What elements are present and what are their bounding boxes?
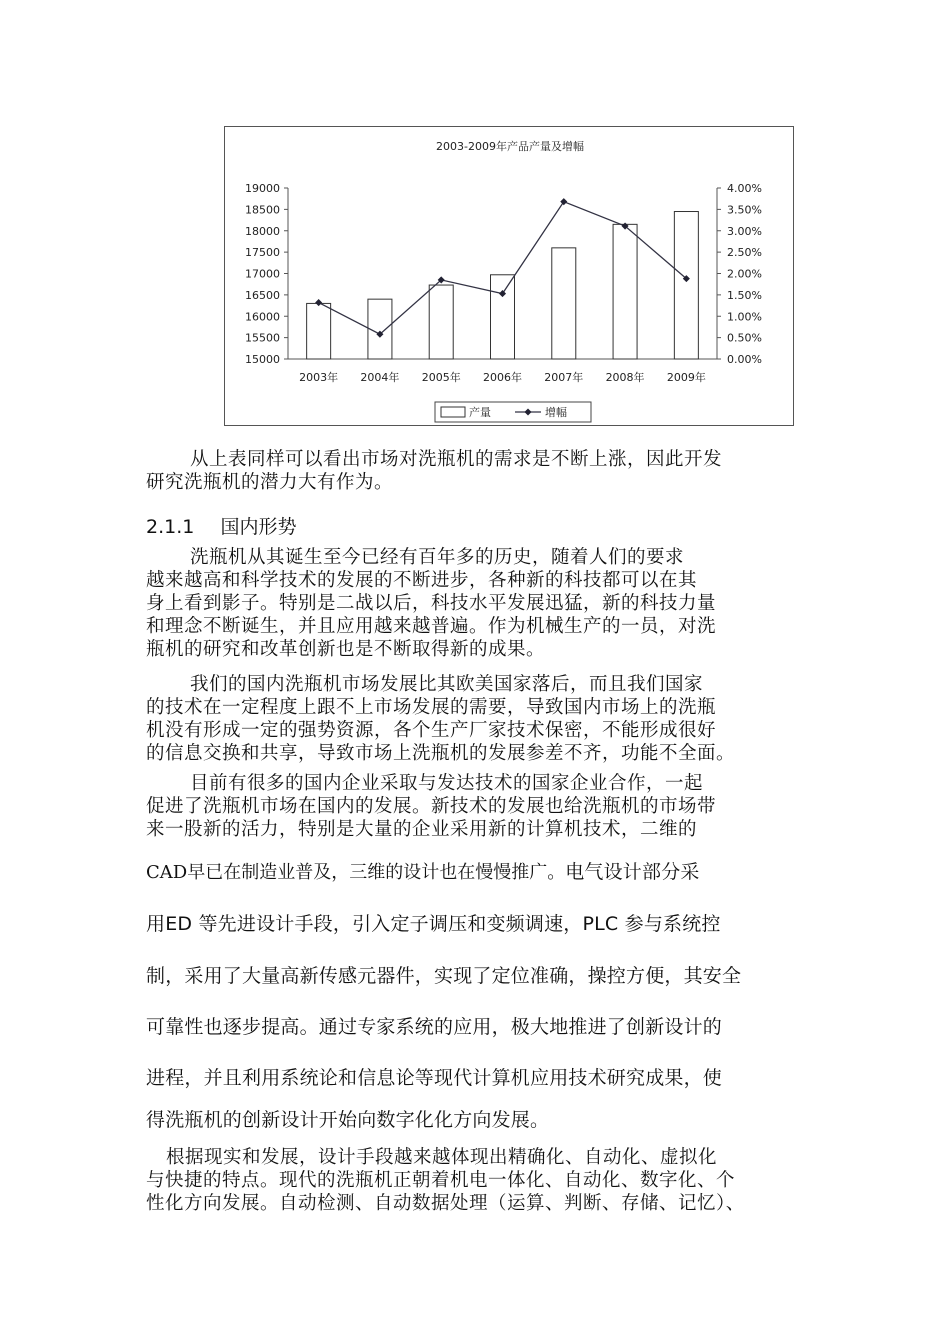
y-tick-label-right: 0.00% (727, 353, 762, 366)
x-tick-label: 2007年 (544, 371, 584, 384)
section-number: 2.1.1 (146, 516, 195, 538)
paragraph-3 (146, 772, 808, 841)
bar (674, 212, 698, 359)
paragraph-line: 我们的国内洗瓶机市场发展比其欧美国家落后，而且我们国家 (190, 674, 704, 695)
y-tick-label-right: 2.50% (727, 246, 762, 260)
paragraph-line: 洗瓶机从其诞生至今已经有百年多的历史，随着人们的要求 (190, 547, 685, 568)
section-title: 国内形势 (220, 516, 297, 538)
legend-line-label: 增幅 (545, 406, 567, 419)
x-tick-label: 2004年 (360, 371, 400, 384)
paragraph-line: 性化方向发展。自动检测、自动数据处理（运算、判断、存储、记忆）、 (146, 1193, 745, 1214)
paragraph-line: 与快捷的特点。现代的洗瓶机正朝着机电一体化、自动化、数字化、个 (146, 1170, 736, 1191)
paragraph-line: 根据现实和发展，设计手段越来越体现出精确化、自动化、虚拟化 (166, 1147, 718, 1168)
growth-point (560, 198, 567, 205)
section-heading (146, 512, 296, 539)
x-tick-label: 2009年 (666, 371, 706, 384)
paragraph-line: 的信息交换和共享，导致市场上洗瓶机的发展参差不齐，功能不全面。 (146, 743, 736, 764)
intro-paragraph (146, 448, 808, 494)
x-tick-label: 2005年 (421, 371, 461, 384)
chart-title: 2003-2009年产品产量及增幅 (436, 140, 584, 153)
paragraph-line: 身上看到影子。特别是二战以后，科技水平发展迅猛，新的科技力量 (146, 593, 717, 614)
intro-line: 从上表同样可以看出市场对洗瓶机的需求是不断上涨，因此开发 (190, 449, 723, 470)
paragraph-2 (146, 673, 808, 765)
x-tick-label: 2006年 (483, 371, 522, 384)
paragraph-line: 制，采用了大量高新传感元器件，实现了定位准确，操控方便，其安全 (146, 965, 742, 987)
paragraph-line: 可靠性也逐步提高。通过专家系统的应用，极大地推进了创新设计的 (146, 1016, 723, 1038)
legend-bar-swatch (441, 407, 465, 417)
bar (429, 285, 453, 359)
bar (491, 275, 515, 359)
paragraph-line: 瓶机的研究和改革创新也是不断取得新的成果。 (146, 639, 546, 660)
y-tick-label-right: 1.00% (727, 310, 762, 324)
y-tick-label-right: 3.50% (727, 203, 762, 217)
sans-segment: 电气设计部分采 (565, 861, 700, 883)
paragraph-5 (146, 1146, 808, 1215)
paragraph-line: 越来越高和科学技术的发展的不断进步，各种新的科技都可以在其 (146, 570, 698, 591)
paragraph-line: 得洗瓶机的创新设计开始向数字化化方向发展。 (146, 1109, 550, 1131)
y-tick-label-left: 17500 (245, 246, 280, 260)
y-tick-label-left: 16000 (245, 310, 280, 324)
y-tick-label-left: 16500 (245, 288, 280, 302)
paragraph-line: 进程，并且利用系统论和信息论等现代计算机应用技术研究成果，使 (146, 1067, 723, 1089)
y-tick-label-right: 0.50% (727, 331, 762, 345)
y-tick-label-left: 17000 (245, 267, 280, 281)
paragraph-line: 机没有形成一定的强势资源，各个生产厂家技术保密，不能形成很好 (146, 720, 717, 741)
x-tick-label: 2008年 (605, 371, 645, 384)
paragraph-line: 和理念不断诞生，并且应用越来越普遍。作为机械生产的一员，对洗 (146, 616, 717, 637)
production-growth-chart (224, 126, 794, 426)
serif-segment: CAD早已在制造业普及，三维的设计也在慢慢推广。 (146, 862, 566, 883)
bar (552, 248, 576, 359)
paragraph-line: 来一股新的活力，特别是大量的企业采用新的计算机技术，二维的 (146, 819, 698, 840)
legend-bar-label: 产量 (469, 406, 491, 419)
y-tick-label-left: 15500 (245, 331, 280, 345)
intro-line: 研究洗瓶机的潜力大有作为。 (146, 472, 394, 493)
paragraph-line: 促进了洗瓶机市场在国内的发展。新技术的发展也给洗瓶机的市场带 (146, 796, 717, 817)
bar (368, 299, 392, 359)
y-tick-label-right: 2.00% (727, 267, 762, 281)
paragraph-line: 用ED 等先进设计手段，引入定子调压和变频调速，PLC 参与系统控 (146, 913, 721, 935)
bar (613, 224, 637, 359)
y-tick-label-left: 18500 (245, 203, 280, 217)
y-tick-label-right: 3.00% (727, 224, 762, 238)
y-tick-label-left: 18000 (245, 224, 280, 238)
y-tick-label-right: 4.00% (727, 182, 762, 195)
y-tick-label-left: 15000 (245, 353, 280, 366)
paragraph-line-mixed (146, 858, 700, 886)
chart-svg (225, 127, 795, 427)
paragraph-line: 的技术在一定程度上跟不上市场发展的需要，导致国内市场上的洗瓶 (146, 697, 717, 718)
paragraph-1 (146, 546, 808, 661)
y-tick-label-left: 19000 (245, 182, 280, 195)
y-tick-label-right: 1.50% (727, 288, 762, 302)
paragraph-line: 目前有很多的国内企业采取与发达技术的国家企业合作，一起 (190, 773, 704, 794)
bar (307, 303, 331, 359)
x-tick-label: 2003年 (299, 371, 339, 384)
